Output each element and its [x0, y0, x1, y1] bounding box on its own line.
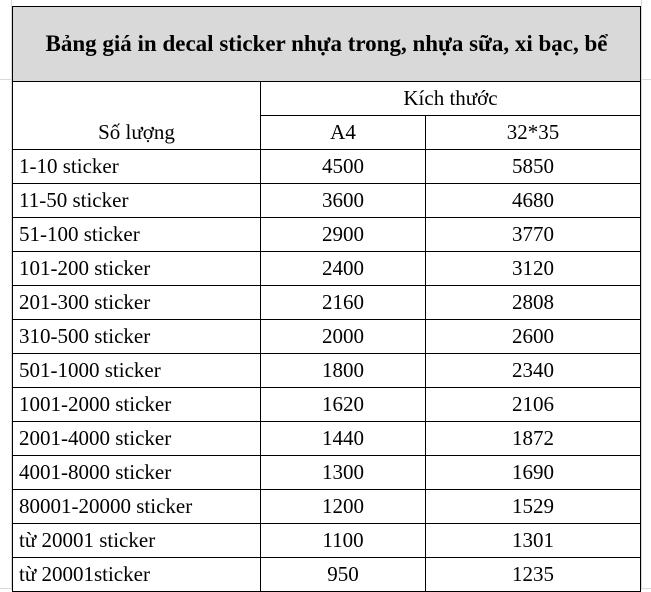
table-row [13, 184, 641, 218]
a4-price-cell[interactable]: 950 [261, 558, 426, 592]
header-quantity[interactable]: Số lượng [13, 82, 261, 150]
quantity-cell[interactable]: từ 20001 sticker [13, 524, 261, 558]
table-row [13, 252, 641, 286]
32x35-price-cell[interactable]: 1529 [426, 490, 641, 524]
header-size-group[interactable]: Kích thước [261, 82, 641, 116]
a4-price-cell[interactable]: 2000 [261, 320, 426, 354]
table-row [13, 524, 641, 558]
table-title[interactable]: Bảng giá in decal sticker nhựa trong, nhựa sữa, xi bạc, bể [13, 7, 641, 82]
quantity-cell[interactable]: 310-500 sticker [13, 320, 261, 354]
a4-price-cell[interactable]: 2160 [261, 286, 426, 320]
quantity-cell[interactable]: 1001-2000 sticker [13, 388, 261, 422]
table-row [13, 490, 641, 524]
32x35-price-cell[interactable]: 1301 [426, 524, 641, 558]
32x35-price-cell[interactable]: 2106 [426, 388, 641, 422]
32x35-price-cell[interactable]: 3770 [426, 218, 641, 252]
a4-price-cell[interactable]: 1800 [261, 354, 426, 388]
32x35-price-cell[interactable]: 2808 [426, 286, 641, 320]
table-row [13, 558, 641, 592]
header-32x35[interactable]: 32*35 [426, 116, 641, 150]
a4-price-cell[interactable]: 1300 [261, 456, 426, 490]
a4-price-cell[interactable]: 1620 [261, 388, 426, 422]
quantity-cell[interactable]: 501-1000 sticker [13, 354, 261, 388]
a4-price-cell[interactable]: 2400 [261, 252, 426, 286]
32x35-price-cell[interactable]: 5850 [426, 150, 641, 184]
table-row [13, 286, 641, 320]
32x35-price-cell[interactable]: 1872 [426, 422, 641, 456]
quantity-cell[interactable]: 51-100 sticker [13, 218, 261, 252]
quantity-cell[interactable]: 1-10 sticker [13, 150, 261, 184]
table-row [13, 354, 641, 388]
table-row [13, 218, 641, 252]
quantity-cell[interactable]: 4001-8000 sticker [13, 456, 261, 490]
a4-price-cell[interactable]: 2900 [261, 218, 426, 252]
32x35-price-cell[interactable]: 4680 [426, 184, 641, 218]
table-row [13, 422, 641, 456]
a4-price-cell[interactable]: 1440 [261, 422, 426, 456]
32x35-price-cell[interactable]: 2340 [426, 354, 641, 388]
quantity-cell[interactable]: từ 20001sticker [13, 558, 261, 592]
quantity-cell[interactable]: 201-300 sticker [13, 286, 261, 320]
a4-price-cell[interactable]: 4500 [261, 150, 426, 184]
a4-price-cell[interactable]: 1100 [261, 524, 426, 558]
quantity-cell[interactable]: 2001-4000 sticker [13, 422, 261, 456]
quantity-cell[interactable]: 101-200 sticker [13, 252, 261, 286]
price-table [12, 6, 641, 592]
table-row [13, 320, 641, 354]
a4-price-cell[interactable]: 1200 [261, 490, 426, 524]
table-row [13, 388, 641, 422]
quantity-cell[interactable]: 80001-20000 sticker [13, 490, 261, 524]
table-row [13, 456, 641, 490]
32x35-price-cell[interactable]: 2600 [426, 320, 641, 354]
table-row [13, 150, 641, 184]
gridline [641, 0, 642, 590]
quantity-cell[interactable]: 11-50 sticker [13, 184, 261, 218]
a4-price-cell[interactable]: 3600 [261, 184, 426, 218]
header-a4[interactable]: A4 [261, 116, 426, 150]
32x35-price-cell[interactable]: 1690 [426, 456, 641, 490]
32x35-price-cell[interactable]: 3120 [426, 252, 641, 286]
32x35-price-cell[interactable]: 1235 [426, 558, 641, 592]
